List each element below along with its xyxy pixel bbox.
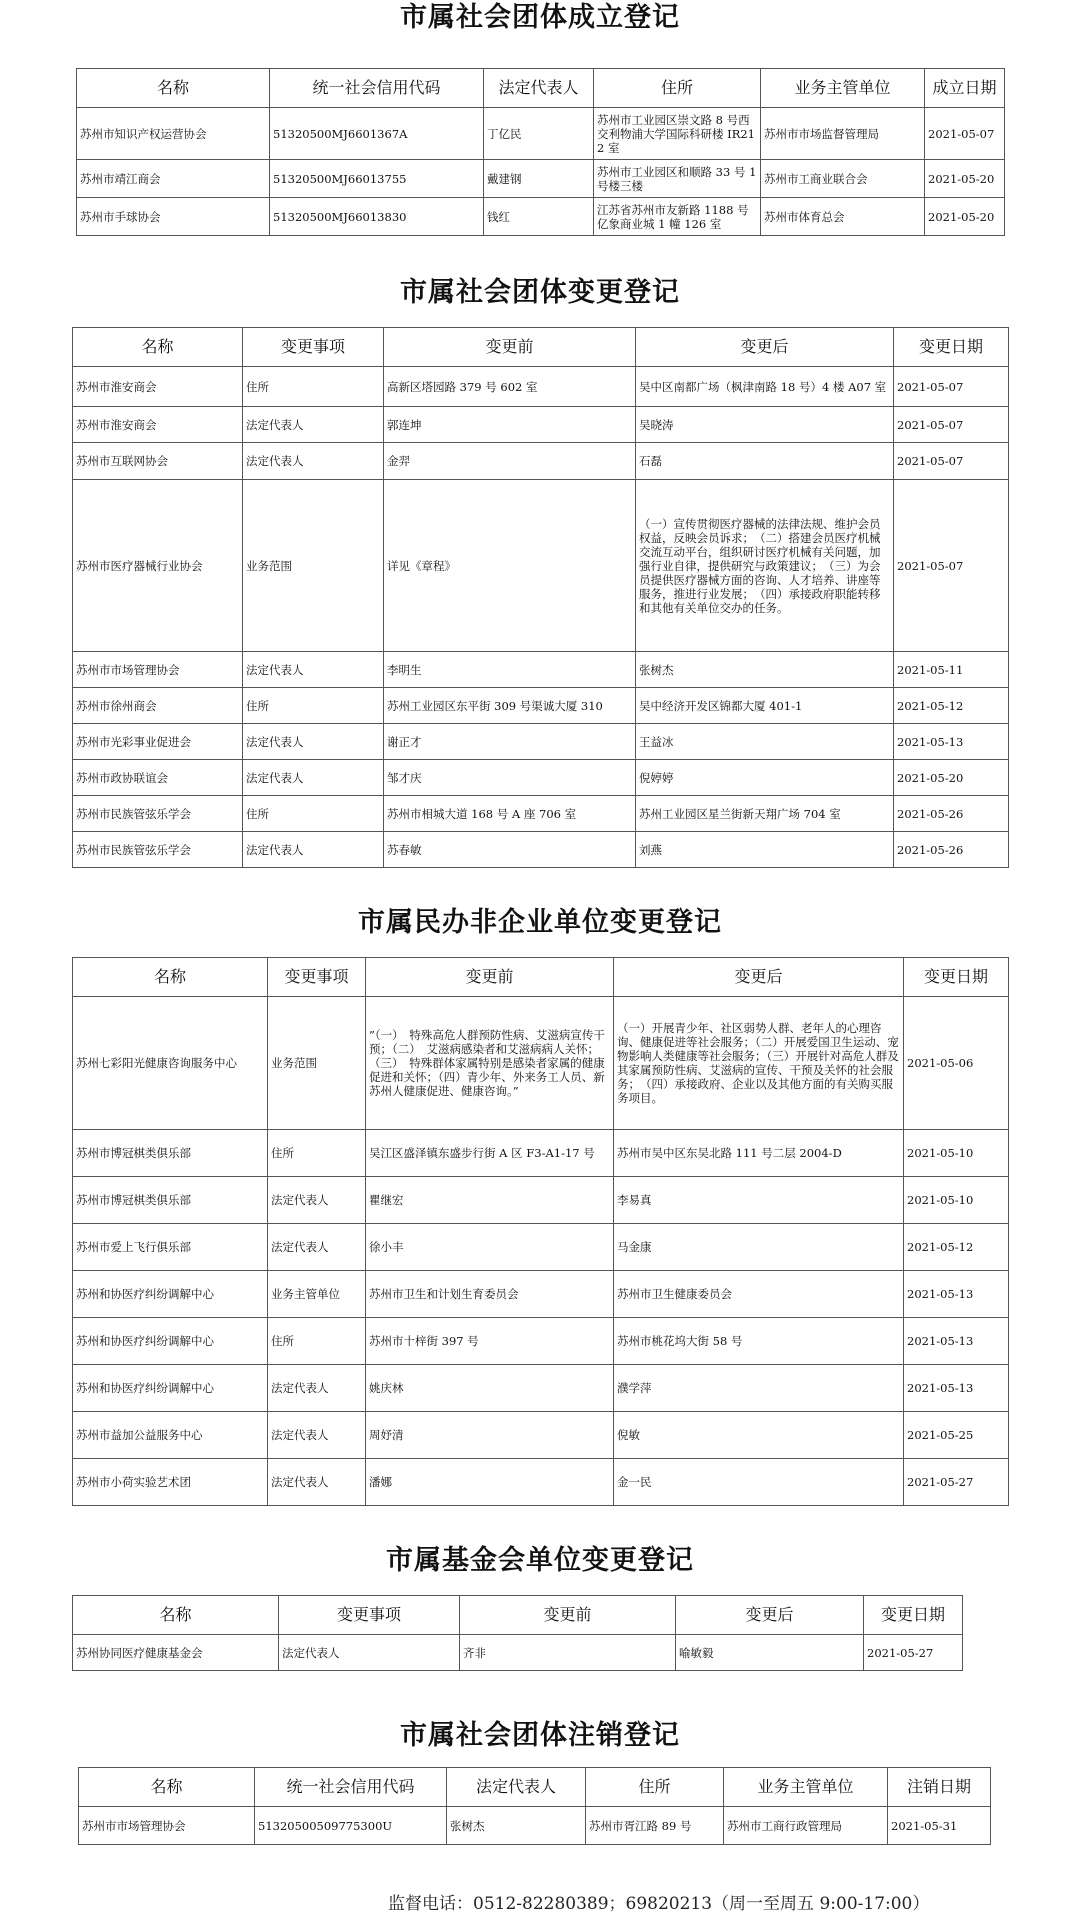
table-cell: 苏州和协医疗纠纷调解中心 bbox=[73, 1271, 268, 1318]
column-header: 名称 bbox=[79, 1768, 255, 1807]
table-row bbox=[73, 1318, 1009, 1365]
table-cell: 苏州协同医疗健康基金会 bbox=[73, 1635, 279, 1671]
table-cell: 2021-05-25 bbox=[904, 1412, 1009, 1459]
column-header: 变更前 bbox=[384, 328, 636, 367]
table-header-row bbox=[73, 1596, 963, 1635]
table-cell: 法定代表人 bbox=[243, 760, 384, 796]
table-cell: 苏州工业园区东平街 309 号渠诚大厦 310 bbox=[384, 688, 636, 724]
table-cell: 2021-05-20 bbox=[925, 160, 1005, 198]
column-header: 变更后 bbox=[676, 1596, 864, 1635]
table-cell: 苏州工业园区星兰街新天翔广场 704 室 bbox=[636, 796, 894, 832]
table-cell: 法定代表人 bbox=[243, 724, 384, 760]
table-cell: 苏春敏 bbox=[384, 832, 636, 868]
table-row bbox=[73, 1177, 1009, 1224]
table-header-row bbox=[77, 69, 1005, 108]
column-header: 变更后 bbox=[636, 328, 894, 367]
table-cell: 齐非 bbox=[460, 1635, 676, 1671]
table-cell: 苏州和协医疗纠纷调解中心 bbox=[73, 1318, 268, 1365]
column-header: 成立日期 bbox=[925, 69, 1005, 108]
table-cell: 高新区塔园路 379 号 602 室 bbox=[384, 367, 636, 407]
table-cell: 2021-05-10 bbox=[904, 1177, 1009, 1224]
table-cell: 苏州市工业园区和顺路 33 号 1 号楼三楼 bbox=[594, 160, 761, 198]
table-cell: 2021-05-13 bbox=[894, 724, 1009, 760]
column-header: 统一社会信用代码 bbox=[270, 69, 484, 108]
section-title-social-org-change: 市属社会团体变更登记 bbox=[400, 277, 680, 308]
table-cell: 法定代表人 bbox=[268, 1224, 366, 1271]
table-cell: （一）开展青少年、社区弱势人群、老年人的心理咨询、健康促进等社会服务；（二）开展爱国卫生运动、宠物影响人类健康等社会服务；（三）开展针对高危人群及其家属预防性病、艾滋病的宣传、干预及关怀的社会服务； （四）承接政府、企业以及其他方面的有关购买服务项目。 bbox=[614, 997, 904, 1130]
cancellation-table bbox=[78, 1767, 991, 1845]
table-row bbox=[73, 652, 1009, 688]
table-cell: 倪敏 bbox=[614, 1412, 904, 1459]
table-cell: 苏州市体育总会 bbox=[761, 198, 925, 236]
table-row bbox=[77, 160, 1005, 198]
table-cell: 苏州和协医疗纠纷调解中心 bbox=[73, 1365, 268, 1412]
table-cell: 金羿 bbox=[384, 443, 636, 480]
table-cell: 濮学萍 bbox=[614, 1365, 904, 1412]
table-cell: 2021-05-06 bbox=[904, 997, 1009, 1130]
table-cell: 51320500MJ6601367A bbox=[270, 108, 484, 160]
table-cell: 苏州市市场管理协会 bbox=[79, 1807, 255, 1845]
column-header: 变更日期 bbox=[864, 1596, 963, 1635]
table-row bbox=[73, 1224, 1009, 1271]
table-cell: 法定代表人 bbox=[268, 1459, 366, 1506]
table-cell: 江苏省苏州市友新路 1188 号亿象商业城 1 幢 126 室 bbox=[594, 198, 761, 236]
table-row bbox=[73, 367, 1009, 407]
table-cell: 住所 bbox=[243, 796, 384, 832]
table-cell: 戴建钢 bbox=[484, 160, 594, 198]
table-cell: 住所 bbox=[268, 1318, 366, 1365]
table-cell: 苏州市市场管理协会 bbox=[73, 652, 243, 688]
table-cell: 51320500MJ66013755 bbox=[270, 160, 484, 198]
table-cell: 法定代表人 bbox=[243, 443, 384, 480]
table-cell: 2021-05-13 bbox=[904, 1365, 1009, 1412]
table-cell: 苏州市博冠棋类俱乐部 bbox=[73, 1130, 268, 1177]
column-header: 注销日期 bbox=[888, 1768, 991, 1807]
table-cell: 住所 bbox=[243, 688, 384, 724]
column-header: 住所 bbox=[594, 69, 761, 108]
table-cell: 苏州市市场监督管理局 bbox=[761, 108, 925, 160]
column-header: 业务主管单位 bbox=[761, 69, 925, 108]
table-cell: ”（一） 特殊高危人群预防性病、艾滋病宣传干预；（二） 艾滋病感染者和艾滋病病人关怀；（三） 特殊群体家属特别是感染者家属的健康促进和关怀；（四）青少年、外来务工人员、新苏州人健康促进、健康咨询。” bbox=[366, 997, 614, 1130]
table-cell: 2021-05-26 bbox=[894, 796, 1009, 832]
column-header: 名称 bbox=[77, 69, 270, 108]
table-header-row bbox=[73, 958, 1009, 997]
table-cell: 姚庆林 bbox=[366, 1365, 614, 1412]
table-cell: 法定代表人 bbox=[243, 652, 384, 688]
table-row bbox=[73, 832, 1009, 868]
table-row bbox=[73, 480, 1009, 652]
table-row bbox=[73, 1459, 1009, 1506]
table-cell: 苏州市工商行政管理局 bbox=[724, 1807, 888, 1845]
table-cell: 吴晓涛 bbox=[636, 407, 894, 443]
table-cell: 丁亿民 bbox=[484, 108, 594, 160]
table-row bbox=[73, 1271, 1009, 1318]
table-row bbox=[73, 443, 1009, 480]
table-cell: 业务范围 bbox=[268, 997, 366, 1130]
table-cell: 苏州市吴中区东吴北路 111 号二层 2004-D bbox=[614, 1130, 904, 1177]
table-cell: 2021-05-12 bbox=[894, 688, 1009, 724]
table-header-row bbox=[79, 1768, 991, 1807]
table-cell: 刘燕 bbox=[636, 832, 894, 868]
table-cell: 2021-05-07 bbox=[894, 480, 1009, 652]
table-cell: 苏州市卫生和计划生育委员会 bbox=[366, 1271, 614, 1318]
column-header: 变更事项 bbox=[279, 1596, 460, 1635]
table-cell: 住所 bbox=[268, 1130, 366, 1177]
section-title-social-org-cancellation: 市属社会团体注销登记 bbox=[400, 1720, 680, 1751]
table-header-row bbox=[73, 328, 1009, 367]
section-title-foundation-change: 市属基金会单位变更登记 bbox=[386, 1545, 694, 1576]
table-row bbox=[73, 1130, 1009, 1177]
table-cell: 苏州市民族管弦乐学会 bbox=[73, 796, 243, 832]
table-cell: 苏州市胥江路 89 号 bbox=[586, 1807, 724, 1845]
table-cell: 马金康 bbox=[614, 1224, 904, 1271]
table-cell: 2021-05-11 bbox=[894, 652, 1009, 688]
table-cell: 苏州市博冠棋类俱乐部 bbox=[73, 1177, 268, 1224]
table-cell: 苏州市相城大道 168 号 A 座 706 室 bbox=[384, 796, 636, 832]
foundation-change-table bbox=[72, 1595, 963, 1671]
column-header: 名称 bbox=[73, 958, 268, 997]
table-cell: 张树杰 bbox=[636, 652, 894, 688]
social-org-change-table bbox=[72, 327, 1009, 868]
table-cell: 苏州市卫生健康委员会 bbox=[614, 1271, 904, 1318]
table-cell: 谢正才 bbox=[384, 724, 636, 760]
table-cell: 法定代表人 bbox=[243, 407, 384, 443]
table-cell: 51320500MJ66013830 bbox=[270, 198, 484, 236]
table-cell: 石磊 bbox=[636, 443, 894, 480]
table-cell: 2021-05-13 bbox=[904, 1318, 1009, 1365]
table-cell: 苏州市桃花坞大街 58 号 bbox=[614, 1318, 904, 1365]
table-cell: 李明生 bbox=[384, 652, 636, 688]
table-cell: 苏州市淮安商会 bbox=[73, 367, 243, 407]
table-cell: 2021-05-07 bbox=[894, 407, 1009, 443]
table-cell: 2021-05-20 bbox=[894, 760, 1009, 796]
table-cell: 住所 bbox=[243, 367, 384, 407]
table-cell: 2021-05-26 bbox=[894, 832, 1009, 868]
column-header: 变更前 bbox=[460, 1596, 676, 1635]
section-title-establishment: 市属社会团体成立登记 bbox=[400, 2, 680, 33]
table-row bbox=[73, 796, 1009, 832]
table-cell: 法定代表人 bbox=[279, 1635, 460, 1671]
table-cell: 苏州市益加公益服务中心 bbox=[73, 1412, 268, 1459]
table-cell: 2021-05-13 bbox=[904, 1271, 1009, 1318]
table-cell: 张树杰 bbox=[447, 1807, 586, 1845]
table-cell: 2021-05-27 bbox=[864, 1635, 963, 1671]
table-cell: 金一民 bbox=[614, 1459, 904, 1506]
column-header: 法定代表人 bbox=[447, 1768, 586, 1807]
table-cell: 2021-05-10 bbox=[904, 1130, 1009, 1177]
table-cell: 法定代表人 bbox=[268, 1365, 366, 1412]
table-cell: 苏州市手球协会 bbox=[77, 198, 270, 236]
table-cell: 苏州七彩阳光健康咨询服务中心 bbox=[73, 997, 268, 1130]
table-row bbox=[73, 1635, 963, 1671]
column-header: 变更后 bbox=[614, 958, 904, 997]
table-cell: 吴中经济开发区锦都大厦 401-1 bbox=[636, 688, 894, 724]
table-cell: 2021-05-20 bbox=[925, 198, 1005, 236]
table-cell: 苏州市互联网协会 bbox=[73, 443, 243, 480]
table-cell: 法定代表人 bbox=[243, 832, 384, 868]
table-row bbox=[73, 760, 1009, 796]
table-cell: 苏州市知识产权运营协会 bbox=[77, 108, 270, 160]
table-cell: 喻敏毅 bbox=[676, 1635, 864, 1671]
table-cell: 2021-05-07 bbox=[894, 367, 1009, 407]
table-cell: 51320500509775300U bbox=[255, 1807, 447, 1845]
column-header: 变更事项 bbox=[243, 328, 384, 367]
table-cell: （一）宣传贯彻医疗器械的法律法规、维护会员权益，反映会员诉求； （二）搭建会员医疗机械交流互动平台，组织研讨医疗机械有关问题，加强行业自律，提供研究与政策建议； （三）为会员提供医疗器械方面的咨询、人才培养、讲座等服务，推进行业发展； （四）承接政府职能转移和其他有关单位交办的任务。 bbox=[636, 480, 894, 652]
section-title-private-nonenterprise-change: 市属民办非企业单位变更登记 bbox=[358, 907, 722, 938]
table-row bbox=[79, 1807, 991, 1845]
table-cell: 苏州市光彩事业促进会 bbox=[73, 724, 243, 760]
table-cell: 钱红 bbox=[484, 198, 594, 236]
column-header: 名称 bbox=[73, 1596, 279, 1635]
table-cell: 业务范围 bbox=[243, 480, 384, 652]
table-cell: 苏州市民族管弦乐学会 bbox=[73, 832, 243, 868]
table-cell: 苏州市工商业联合会 bbox=[761, 160, 925, 198]
table-cell: 法定代表人 bbox=[268, 1412, 366, 1459]
table-row bbox=[73, 407, 1009, 443]
table-cell: 倪婷婷 bbox=[636, 760, 894, 796]
table-cell: 苏州市爱上飞行俱乐部 bbox=[73, 1224, 268, 1271]
table-cell: 苏州市政协联谊会 bbox=[73, 760, 243, 796]
table-row bbox=[73, 724, 1009, 760]
table-cell: 苏州市小荷实验艺术团 bbox=[73, 1459, 268, 1506]
establishment-table bbox=[76, 68, 1005, 236]
column-header: 变更事项 bbox=[268, 958, 366, 997]
column-header: 变更日期 bbox=[894, 328, 1009, 367]
table-cell: 2021-05-12 bbox=[904, 1224, 1009, 1271]
table-cell: 苏州市工业园区崇文路 8 号西交利物浦大学国际科研楼 IR212 室 bbox=[594, 108, 761, 160]
table-cell: 苏州市淮安商会 bbox=[73, 407, 243, 443]
table-row bbox=[73, 1412, 1009, 1459]
table-cell: 邹才庆 bbox=[384, 760, 636, 796]
table-row bbox=[73, 688, 1009, 724]
table-cell: 李易真 bbox=[614, 1177, 904, 1224]
private-nonenterprise-change-table bbox=[72, 957, 1009, 1506]
table-cell: 2021-05-07 bbox=[925, 108, 1005, 160]
table-cell: 周妤清 bbox=[366, 1412, 614, 1459]
table-cell: 潘娜 bbox=[366, 1459, 614, 1506]
column-header: 变更前 bbox=[366, 958, 614, 997]
table-cell: 苏州市徐州商会 bbox=[73, 688, 243, 724]
table-row bbox=[73, 997, 1009, 1130]
table-row bbox=[77, 108, 1005, 160]
table-cell: 王益冰 bbox=[636, 724, 894, 760]
supervision-phone-footer: 监督电话：0512-82280389；69820213（周一至周五 9:00-17:00） bbox=[388, 1894, 930, 1914]
table-cell: 2021-05-31 bbox=[888, 1807, 991, 1845]
table-cell: 苏州市靖江商会 bbox=[77, 160, 270, 198]
table-cell: 2021-05-27 bbox=[904, 1459, 1009, 1506]
table-cell: 法定代表人 bbox=[268, 1177, 366, 1224]
column-header: 统一社会信用代码 bbox=[255, 1768, 447, 1807]
column-header: 业务主管单位 bbox=[724, 1768, 888, 1807]
table-row bbox=[77, 198, 1005, 236]
table-cell: 业务主管单位 bbox=[268, 1271, 366, 1318]
column-header: 名称 bbox=[73, 328, 243, 367]
table-cell: 吴中区南都广场（枫津南路 18 号）4 楼 A07 室 bbox=[636, 367, 894, 407]
table-cell: 徐小丰 bbox=[366, 1224, 614, 1271]
column-header: 住所 bbox=[586, 1768, 724, 1807]
table-cell: 苏州市医疗器械行业协会 bbox=[73, 480, 243, 652]
column-header: 变更日期 bbox=[904, 958, 1009, 997]
table-row bbox=[73, 1365, 1009, 1412]
table-cell: 郭连坤 bbox=[384, 407, 636, 443]
table-cell: 苏州市十梓街 397 号 bbox=[366, 1318, 614, 1365]
table-cell: 瞿继宏 bbox=[366, 1177, 614, 1224]
table-cell: 吴江区盛泽镇东盛步行街 A 区 F3-A1-17 号 bbox=[366, 1130, 614, 1177]
table-cell: 详见《章程》 bbox=[384, 480, 636, 652]
column-header: 法定代表人 bbox=[484, 69, 594, 108]
table-cell: 2021-05-07 bbox=[894, 443, 1009, 480]
